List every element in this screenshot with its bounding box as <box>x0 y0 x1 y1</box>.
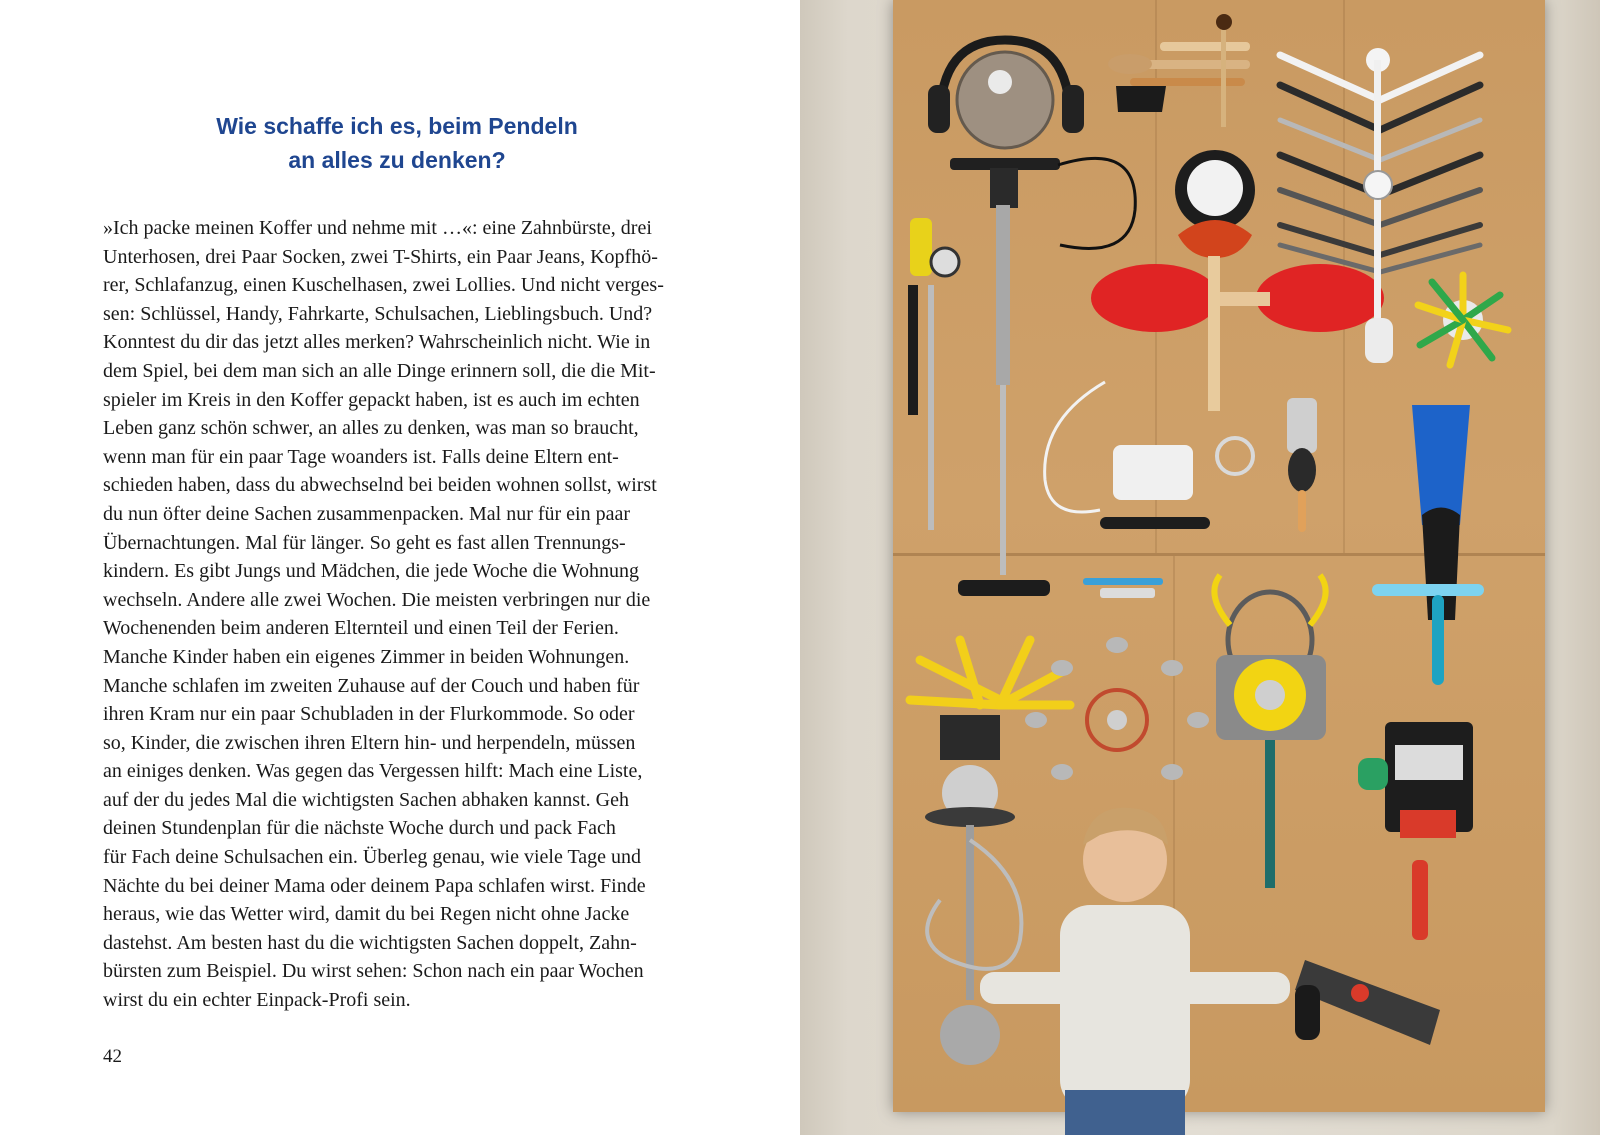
clothespins-wheel-icon <box>1418 275 1508 365</box>
kitchen-utensils-icon <box>1108 14 1250 127</box>
text-line: schieden haben, dass du abwechselnd bei beiden wohnen sollst, wirst <box>103 474 657 497</box>
lamp-stand-icon <box>925 715 1021 1065</box>
text-line: Manche schlafen im zweiten Zuhause auf der Couch und haben für <box>103 674 640 697</box>
bike-pump-icon <box>950 158 1135 596</box>
glass-globe-icon <box>957 52 1053 148</box>
folding-ruler-icon <box>910 640 1070 705</box>
text-line: deinen Stundenplan für die nächste Woche durch und pack Fach <box>103 817 616 840</box>
photo-illustration <box>800 0 1600 1135</box>
text-line: dastehst. Am besten hast du die wichtigsten Sachen doppelt, Zahn- <box>103 931 637 954</box>
heading-line: an alles zu denken? <box>288 147 506 173</box>
hair-dryer-icon <box>1295 960 1440 1045</box>
text-line: wechseln. Andere alle zwei Wochen. Die meisten verbringen nur die <box>103 588 651 611</box>
text-line: Unterhosen, drei Paar Socken, zwei T-Shirts, ein Paar Jeans, Kopfhö- <box>103 245 658 268</box>
hand-mixer-icon <box>1045 382 1253 529</box>
text-line: kindern. Es gibt Jungs und Mädchen, die jede Woche die Wohnung <box>103 560 639 583</box>
cassette-recorder-icon <box>1358 722 1473 940</box>
body-paragraph <box>103 214 692 1015</box>
tennis-racket-icon <box>1214 575 1326 888</box>
text-line: Wochenenden beim anderen Elternteil und einen Teil der Ferien. <box>103 617 619 640</box>
text-line: so, Kinder, die zwischen ihren Eltern hin- und herpendeln, müssen <box>103 731 636 754</box>
boy-figure-icon <box>980 808 1290 1135</box>
text-line: Übernachtungen. Mal für länger. So geht es fast allen Trennungs- <box>103 531 626 554</box>
text-line: rer, Schlafanzug, einen Kuschelhasen, zwei Lollies. Und nicht verges- <box>103 274 664 297</box>
text-line: bürsten zum Beispiel. Du wirst sehen: Schon nach ein paar Wochen <box>103 960 644 983</box>
text-line: an einiges denken. Was gegen das Vergessen hilft: Mach eine Liste, <box>103 760 643 783</box>
text-line: für Fach deine Schulsachen ein. Überleg genau, wie viele Tage und <box>103 846 642 869</box>
bike-light-icon <box>908 218 959 530</box>
objects-figure <box>800 0 1600 1135</box>
text-line: Leben ganz schön schwer, an alles zu denken, was man so braucht, <box>103 417 639 440</box>
text-line: wenn man für ein paar Tage woanders ist. Falls deine Eltern ent- <box>103 445 619 468</box>
text-line: sen: Schlüssel, Handy, Fahrkarte, Schulsachen, Lieblingsbuch. Und? <box>103 302 653 325</box>
text-line: Nächte du bei deiner Mama oder deinem Papa schlafen wirst. Finde <box>103 874 646 897</box>
swim-flipper-icon <box>1372 405 1484 685</box>
text-line: »Ich packe meinen Koffer und nehme mit …«: eine Zahnbürste, drei <box>103 217 652 239</box>
page-heading <box>100 109 694 177</box>
text-line: wirst du ein echter Einpack-Profi sein. <box>103 989 411 1012</box>
text-line: auf der du jedes Mal die wichtigsten Sachen abhaken kannst. Geh <box>103 788 629 811</box>
text-line: Manche Kinder haben ein eigenes Zimmer in beiden Wohnungen. <box>103 645 630 668</box>
text-line: ihren Kram nur ein paar Schubladen in der Flurkommode. So oder <box>103 703 635 726</box>
hairbrush-icon <box>1287 398 1317 532</box>
heading-line: Wie schaffe ich es, beim Pendeln <box>216 113 578 139</box>
table-tennis-paddles-icon <box>1091 264 1384 332</box>
text-line: heraus, wie das Wetter wird, damit du bei Regen nicht ohne Jacke <box>103 903 630 926</box>
text-line: Konntest du dir das jetzt alles merken? Wahrscheinlich nicht. Wie in <box>103 331 651 354</box>
page-number: 42 <box>103 1046 122 1067</box>
text-line: spieler im Kreis in den Koffer gepackt haben, ist es auch im echten <box>103 388 640 411</box>
toothbrush-icon <box>1083 578 1163 598</box>
text-line: dem Spiel, bei dem man sich an alle Dinge erinnern soll, die die Mit- <box>103 359 656 382</box>
text-line: du nun öfter deine Sachen zusammenpacken. Mal nur für ein paar <box>103 502 631 525</box>
